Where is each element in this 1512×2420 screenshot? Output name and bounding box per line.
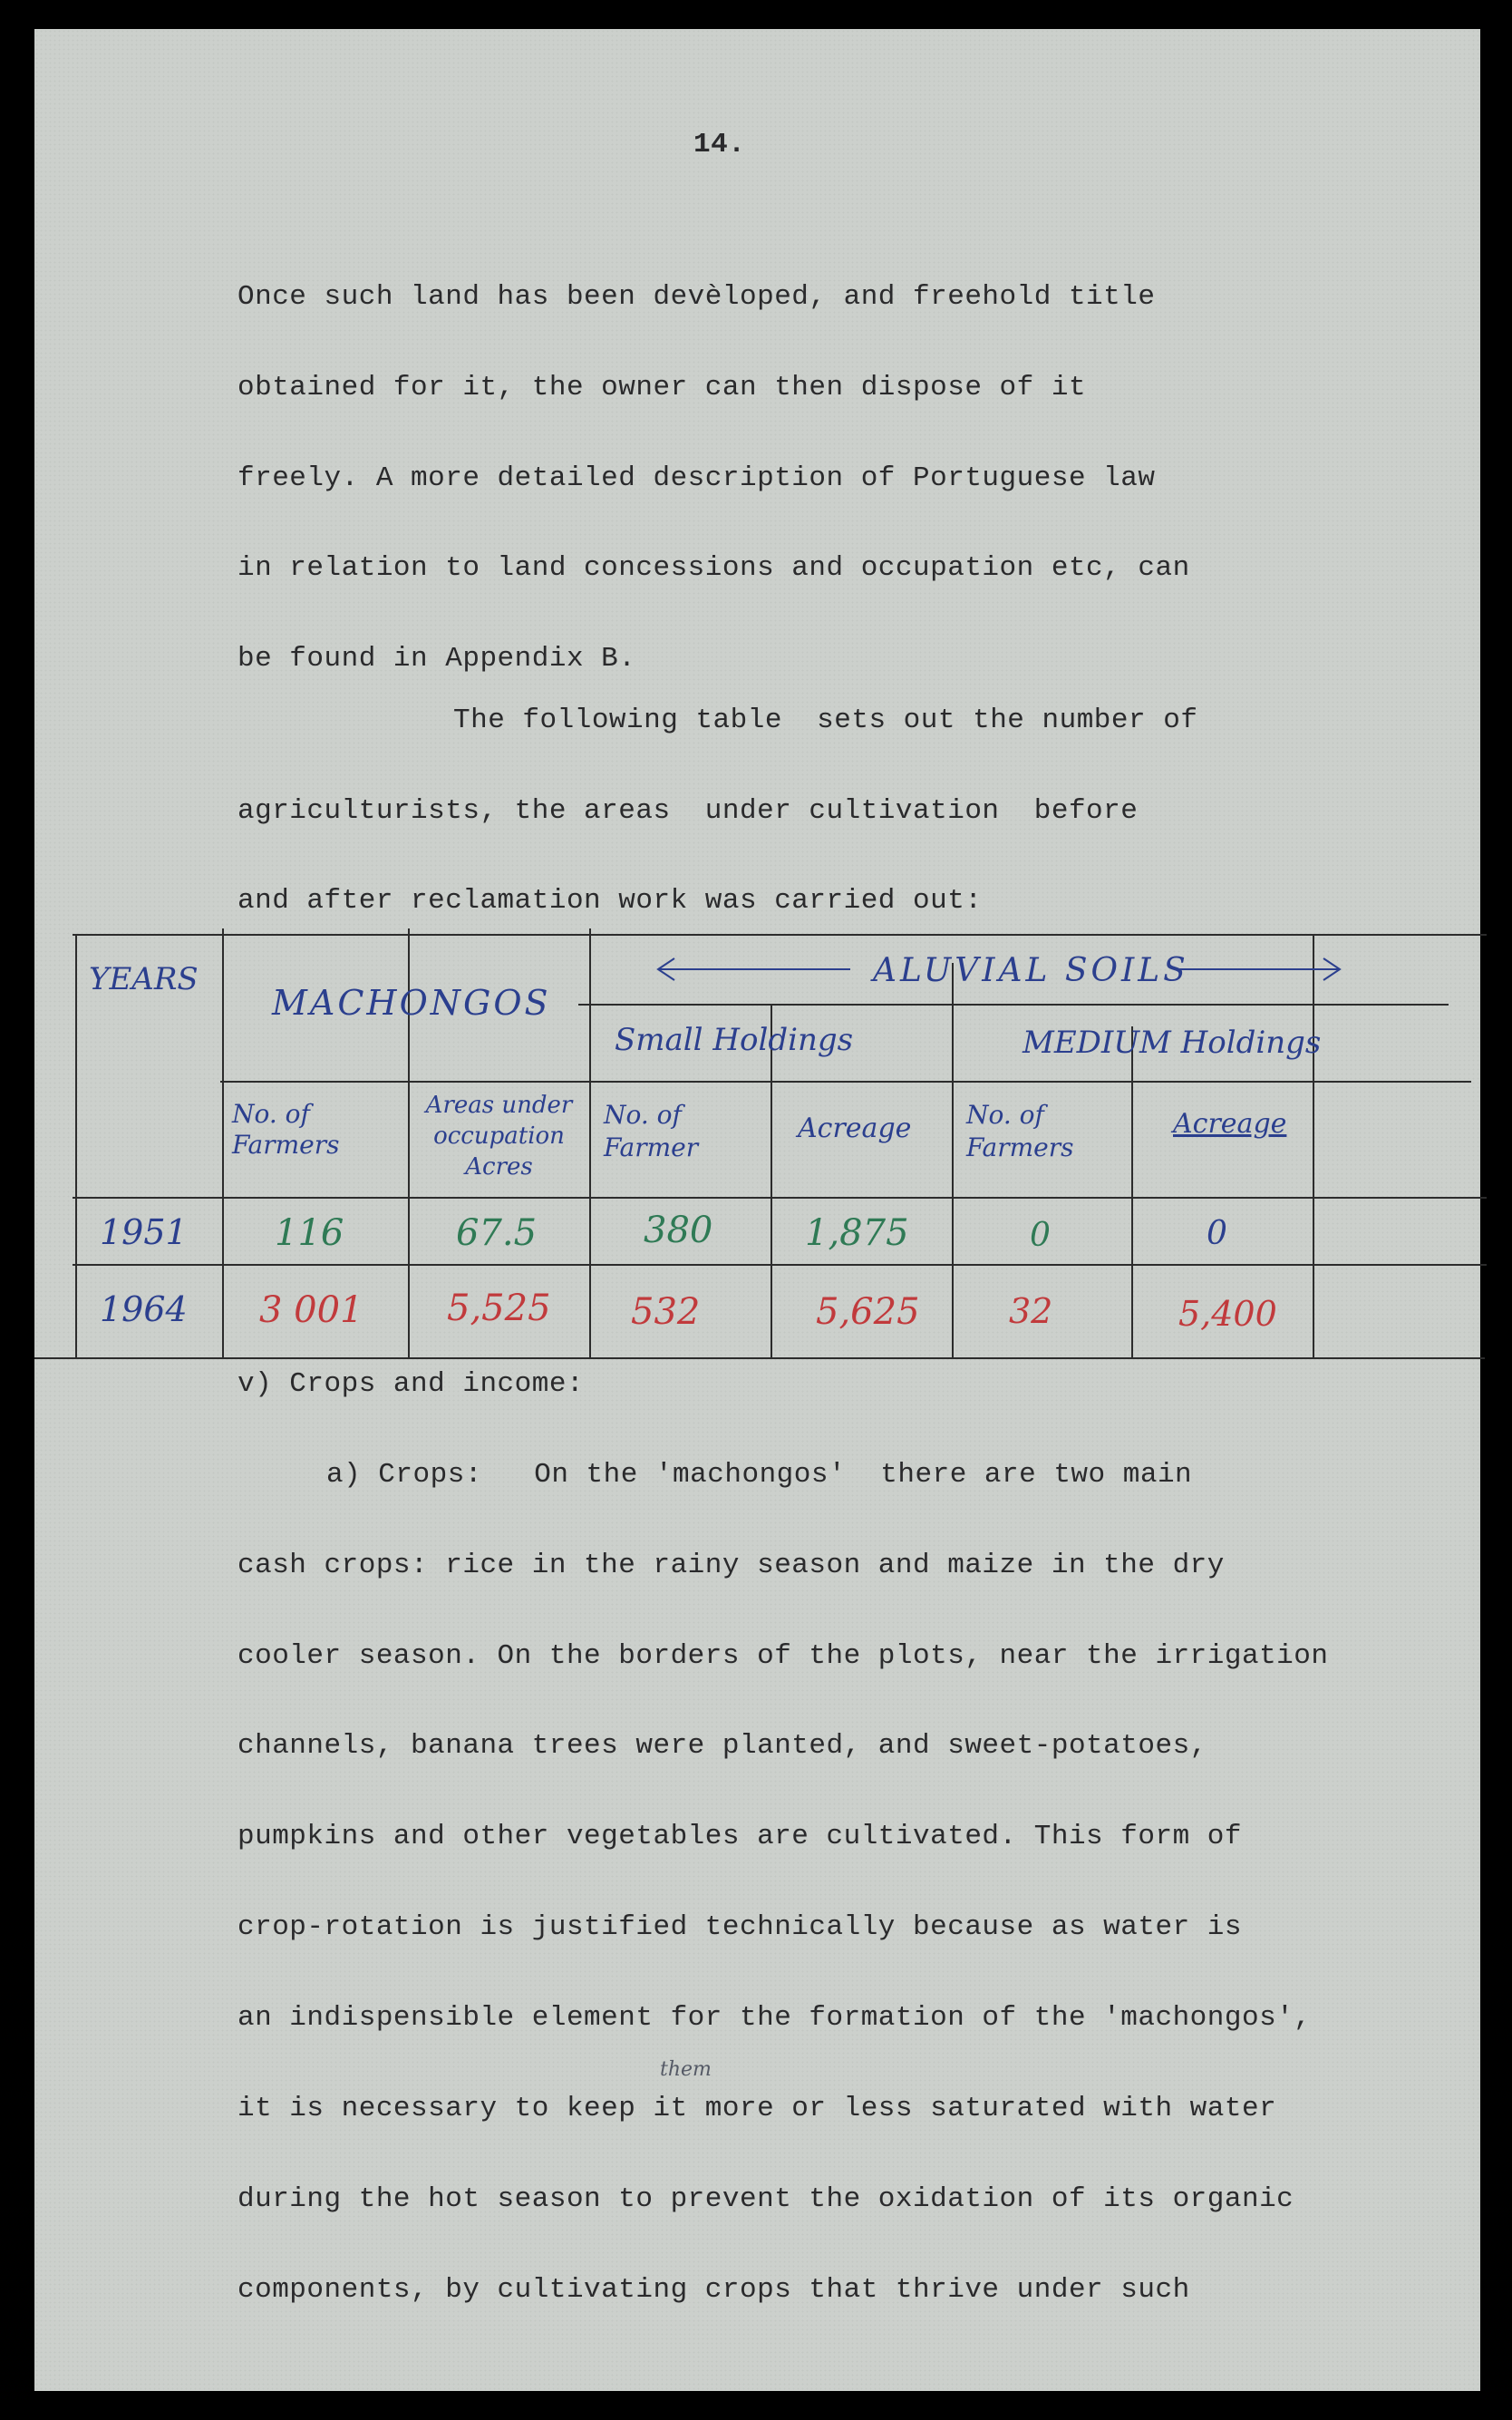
text-line: be found in Appendix B. [237,643,636,675]
table-cell: 5,625 [816,1291,920,1333]
margin-note: them [660,2058,712,2081]
text-line: it is necessary to keep it more or less saturated with water [237,2093,1277,2124]
table-header-medium-acreage: Acreage [1173,1108,1287,1140]
text-line: freely. A more detailed description of Portuguese law [237,462,1156,494]
text-line: cooler season. On the borders of the plots, near the irrigation [237,1640,1329,1672]
table-header-machongos: MACHONGOS [272,983,551,1023]
table-rule-body [73,1197,1487,1199]
document-page [34,29,1480,2391]
table-rule-top [73,934,1487,936]
text-line: Once such land has been devèloped, and freehold title [237,281,1156,313]
table-header-medium-holdings: MEDIUM Holdings [1023,1025,1322,1061]
table-rule-bottom [34,1357,1485,1359]
text-line: channels, banana trees were planted, and sweet-potatoes, [237,1730,1207,1762]
table-cell: 116 [275,1212,344,1254]
table-cell: 0 [1207,1215,1227,1252]
text-line: components, by cultivating crops that thrive under such [237,2274,1190,2306]
text-line: a) Crops: On the 'machongos' there are two main [326,1459,1193,1491]
table-cell: 1,875 [805,1212,909,1254]
section-heading: v) Crops and income: [237,1368,585,1400]
text-line: and after reclamation work was carried out: [237,885,983,917]
text-line: obtained for it, the owner can then dispose of it [237,372,1087,403]
table-col-rule [1313,934,1314,1357]
table-col-rule [952,963,954,1357]
table-cell: 380 [644,1210,713,1251]
table-header-no-of-farmers: No. of Farmers [232,1099,340,1160]
table-cell: 67.5 [456,1212,538,1254]
table-rule-alluvial [578,1004,1449,1006]
table-col-rule [589,928,591,1358]
table-cell-year: 1951 [100,1212,188,1252]
table-header-years: YEARS [89,961,199,997]
text-line: cash crops: rice in the rainy season and maize in the dry [237,1550,1225,1581]
text-line: pumpkins and other vegetables are cultivated. This form of [237,1821,1242,1852]
table-header-small-acreage: Acreage [798,1113,912,1144]
page-number: 14. [693,129,746,160]
table-cell: 5,525 [447,1288,551,1329]
table-header-small-holdings: Small Holdings [615,1022,854,1058]
table-cell: 0 [1030,1217,1051,1254]
table-cell: 32 [1009,1291,1053,1331]
table-cell: 532 [631,1291,701,1333]
table-col-rule [222,928,224,1358]
table-header-small-no-farmers: No. of Farmer [604,1100,699,1162]
text-line: during the hot season to prevent the oxidation of its organic [237,2183,1294,2215]
text-line: The following table sets out the number of [453,705,1198,736]
table-col-rule [75,934,77,1358]
table-header-alluvial: ALUVIAL SOILS [873,952,1189,989]
table-header-areas-under-occupation: Areas under occupation Acres [425,1092,573,1181]
table-cell: 3 001 [259,1289,363,1331]
text-line: agriculturists, the areas under cultivation before [237,795,1139,827]
table-header-medium-no-farmers: No. of Farmers [966,1100,1074,1162]
table-col-rule [1131,1026,1133,1357]
text-line: in relation to land concessions and occupation etc, can [237,552,1190,584]
table-cell-year: 1964 [100,1289,188,1329]
table-cell: 5,400 [1178,1294,1277,1334]
text-line: an indispensible element for the formation of the 'machongos', [237,2002,1312,2034]
table-rule-row [73,1264,1487,1266]
text-line: crop-rotation is justified technically because as water is [237,1911,1242,1943]
